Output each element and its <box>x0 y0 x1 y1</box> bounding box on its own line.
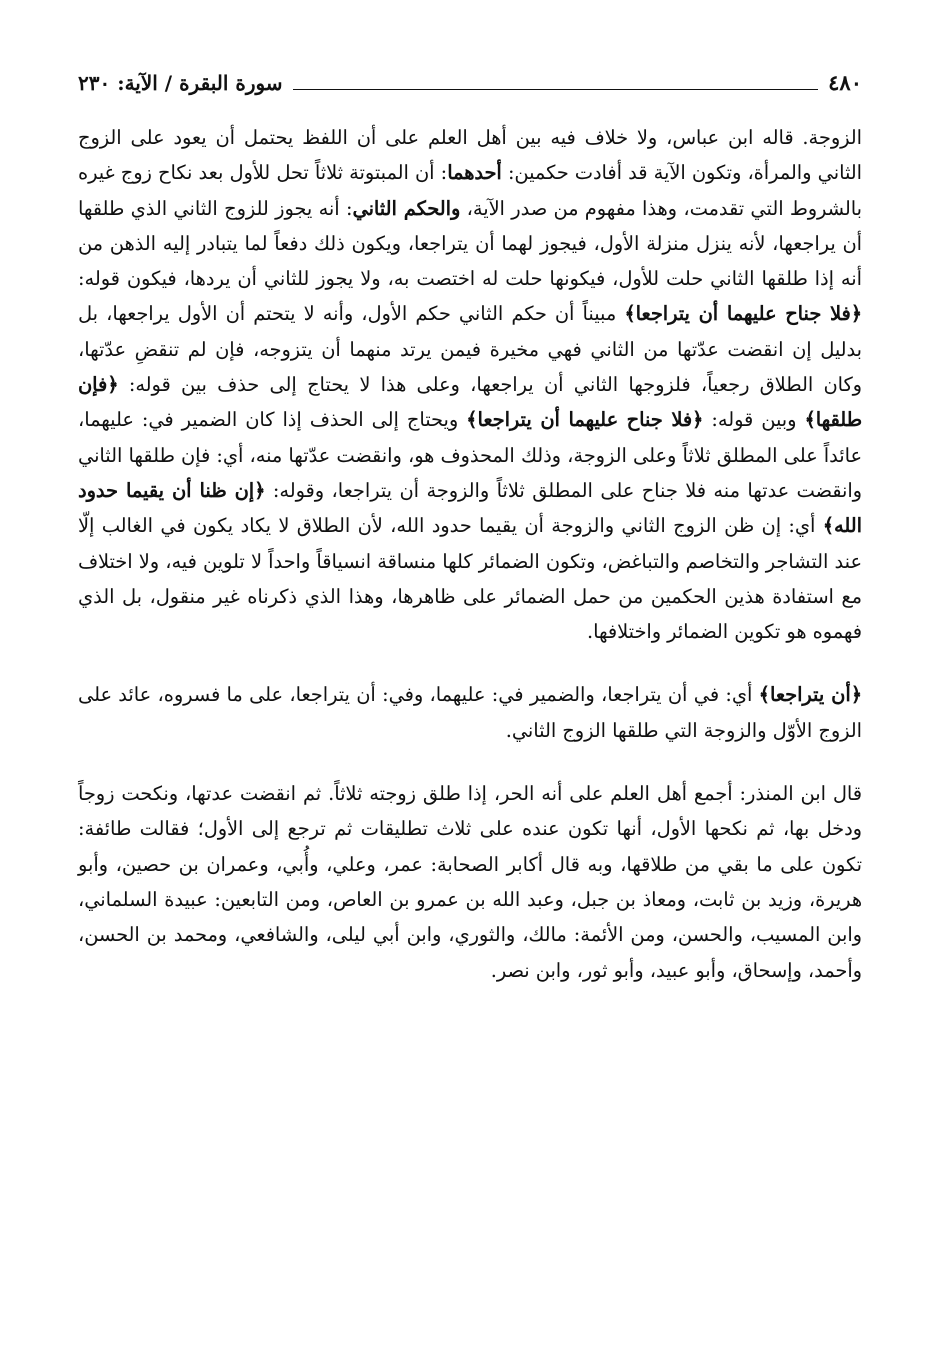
quran-quote: ﴿إن ظنا أن يقيما حدود الله﴾ <box>78 478 862 538</box>
paragraph-ibn-al-mundhir <box>78 776 862 988</box>
surah-title: سورة البقرة / الآية: ٢٣٠ <box>78 71 283 95</box>
quran-quote: ﴿فلا جناح عليهما أن يتراجعا﴾ <box>624 302 862 326</box>
text-run: أي: إن ظن الزوج الثاني والزوجة أن يقيما حدود الله، لأن الطلاق لا يكاد يكون في الغالب إلّا عند التشاجر والتخاصم والتباغض، وتكون الضمائر كلها منساقة انسياقاً واحداً لا تلوين فيه، ولا اختلاف مع استفادة هذين الحكمين من حمل الضمائر على ظاهرها، وهذا الذي ذكرناه غير منقول، بل الذي فهموه هو تكوين الضمائر واختلافها. <box>78 514 862 644</box>
page-number: ٤٨٠ <box>828 70 862 95</box>
book-page <box>78 70 862 988</box>
bold-term: أحدهما <box>447 161 502 185</box>
quran-quote: ﴿فإن طلقها﴾ <box>78 373 863 432</box>
text-run: : أنه يجوز للزوج الثاني الذي طلقها أن يراجعها، لأنه ينزل منزلة الأول، فيجوز لهما أن يتراجعا، ويكون ذلك دفعاً لما يتبادر إليه الذهن من أنه إذا طلقها الثاني حلت للأول، فيكونها حلت له اختصت به، ولا يجوز للثاني أن يردها، فيكون قوله: <box>78 196 862 291</box>
page-header <box>78 70 862 96</box>
text-run: الزوجة. قاله ابن عباس، ولا خلاف فيه بين أهل العلم على أن اللفظ يحتمل أن يعود على الزوج الثاني والمرأة، وتكون الآية قد أفادت حكمين: <box>78 126 862 185</box>
text-run: قال ابن المنذر: أجمع أهل العلم على أنه الحر، إذا طلق زوجته ثلاثاً. ثم انقضت عدتها، ونكحت زوجاً ودخل بها، ثم نكحها الأول، أنها تكون عنده على ثلاث تطليقات ثم ترجع إلى الأول؛ فقالت طائفة: تكون على ما بقي من طلاقها، وبه قال أكابر الصحابة: عمر، وعلي، وأُبي، وعمران بن حصين، وأبو هريرة، وزيد بن ثابت، ومعاذ بن جبل، وعبد الله بن عمرو بن العاص، ومن التابعين: عبيدة السلماني، وابن المسيب، والحسن، ومن الأئمة: مالك، والثوري، وابن أبي ليلى، والشافعي، ومحمد بن الحسن، وأحمد، وإسحاق، وأبو عبيد، وأبو ثور، وابن نصر. <box>78 782 862 982</box>
text-run: مبيناً أن حكم الثاني حكم الأول، وأنه لا يتحتم أن الأول يراجعها، بل بدليل إن انقضت عدّتها من الثاني فهي مخيرة فيمن يرتد منهما أن يتزوجه، فإن لم تنقضِ عدّتها، وكان الطلاق رجعياً، فلزوجها الثاني أن يراجعها، وعلى هذا لا يحتاج إلى حذف بين قوله: <box>78 302 862 397</box>
quran-quote: ﴿أن يتراجعا﴾ <box>758 683 862 707</box>
header-rule <box>293 89 819 90</box>
text-run: وبين قوله: <box>703 408 805 432</box>
paragraph-grammar <box>78 677 862 748</box>
paragraph-commentary <box>78 120 862 649</box>
text-run: ويحتاج إلى الحذف إذا كان الضمير في: عليهما، عائداً على المطلق ثلاثاً وعلى الزوجة، وذلك المحذوف هو، وانقضت عدّتها منه، أي: فإن طلقها الثاني وانقضت عدتها منه فلا جناح على المطلق ثلاثاً والزوجة أن يتراجعا، وقوله: <box>78 408 862 502</box>
quran-quote: ﴿فلا جناح عليهما أن يتراجعا﴾ <box>466 408 704 432</box>
text-run: أي: في أن يتراجعا، والضمير في: عليهما، وفي: أن يتراجعا، على ما فسروه، عائد على الزوج الأوّل والزوجة التي طلقها الزوج الثاني. <box>78 683 862 742</box>
text-run: : أن المبتوتة ثلاثاً تحل للأول بعد نكاح زوج غيره بالشروط التي تقدمت، وهذا مفهوم من صدر الآية، <box>78 161 863 220</box>
bold-term: والحكم الثاني <box>352 196 461 220</box>
